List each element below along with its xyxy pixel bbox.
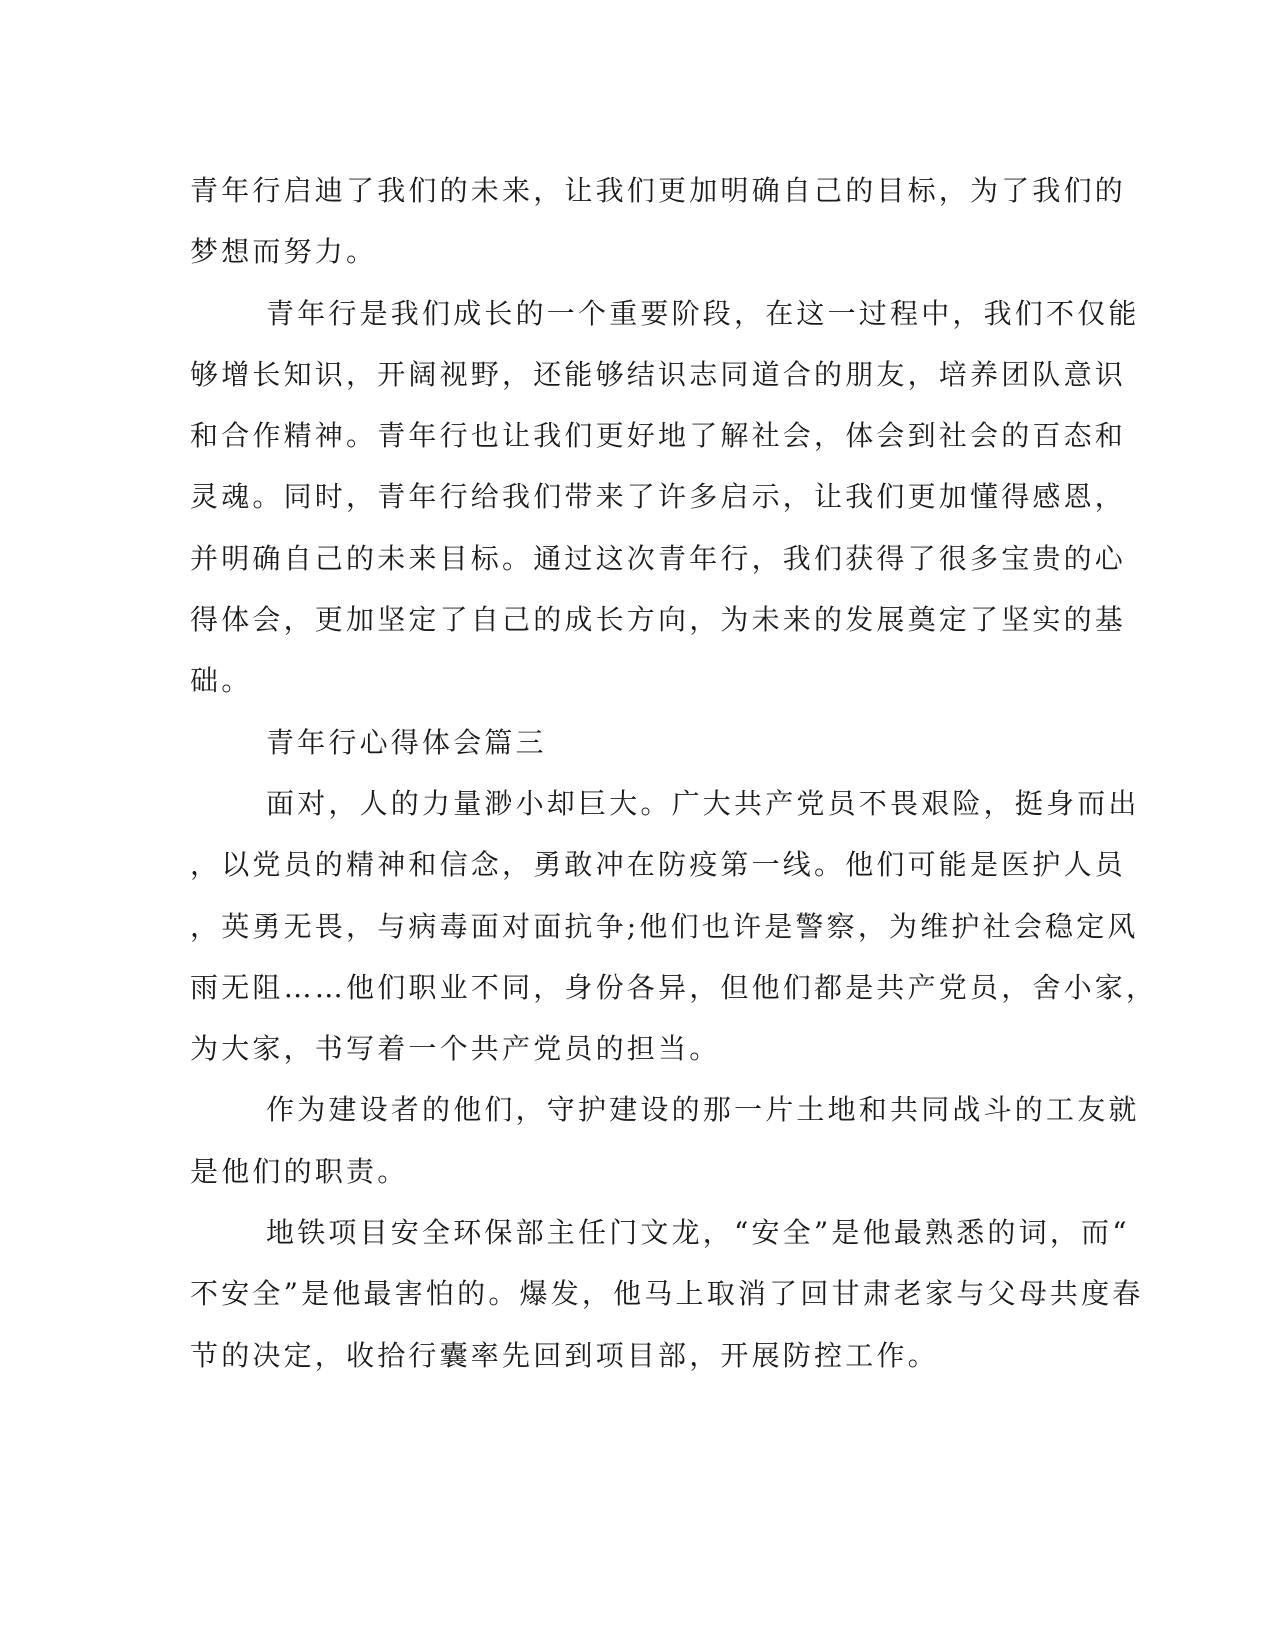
body-text [190,160,1158,1386]
text-line: 青年行是我们成长的一个重要阶段，在这一过程中，我们不仅能 [266,296,1140,330]
text-line: 和合作精神。青年行也让我们更好地了解社会，体会到社会的百态和 [190,419,1127,453]
text-line: 并明确自己的未来目标。通过这次青年行，我们获得了很多宝贵的心 [190,541,1127,575]
text-line: ，英勇无畏，与病毒面对面抗争;他们也许是警察，为维护社会稳定风 [190,909,1139,943]
text-line: 得体会，更加坚定了自己的成长方向，为未来的发展奠定了坚实的基 [190,603,1127,637]
text-line: 雨无阻……他们职业不同，身份各异，但他们都是共产党员，舍小家， [190,970,1158,1004]
text-line: 梦想而努力。 [190,235,378,269]
text-line: 为大家，书写着一个共产党员的担当。 [190,1032,721,1066]
text-line: 不安全”是他最害怕的。爆发，他马上取消了回甘肃老家与父母共度春 [190,1277,1144,1311]
text-line: 作为建设者的他们，守护建设的那一片土地和共同战斗的工友就 [266,1093,1140,1127]
text-line: 够增长知识，开阔视野，还能够结识志同道合的朋友，培养团队意识 [190,357,1127,391]
text-line: 青年行启迪了我们的未来，让我们更加明确自己的目标，为了我们的 [190,174,1127,207]
text-line: 面对，人的力量渺小却巨大。广大共产党员不畏艰险，挺身而出 [266,786,1140,820]
section-heading: 青年行心得体会篇三 [266,725,547,759]
text-line: 节的决定，收拾行囊率先回到项目部，开展防控工作。 [190,1338,939,1372]
text-line: 础。 [190,664,253,698]
text-line: 地铁项目安全环保部主任门文龙，“安全”是他最熟悉的词，而“ [266,1216,1130,1250]
text-line: 是他们的职责。 [190,1154,409,1188]
text-line: 灵魂。同时，青年行给我们带来了许多启示，让我们更加懂得感恩， [190,480,1127,514]
text-line: ，以党员的精神和信念，勇敢冲在防疫第一线。他们可能是医护人员 [190,848,1127,882]
